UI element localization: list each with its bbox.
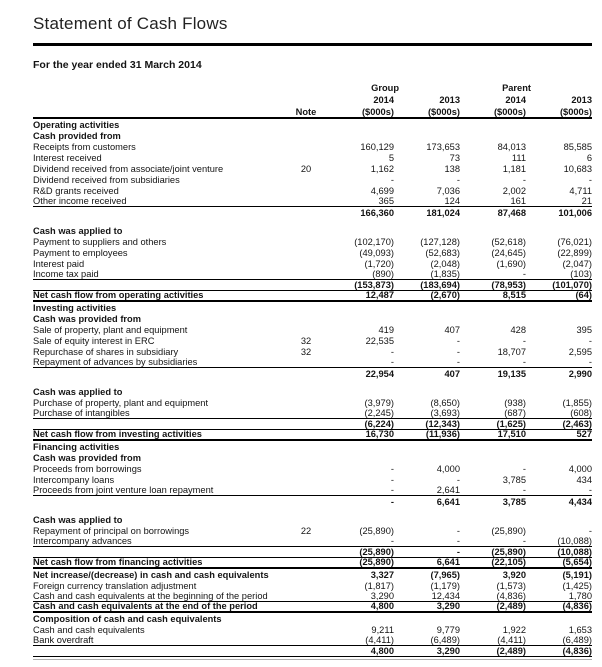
row-value: 407 [444, 324, 460, 335]
row-value: - [456, 356, 460, 367]
row-value: (24,645) [491, 247, 526, 258]
row-value: 3,290 [436, 600, 460, 611]
table-row [33, 119, 592, 130]
group-header: Group [371, 83, 399, 93]
table-row [33, 485, 592, 496]
row-label: Payment to employees [33, 247, 128, 258]
row-value: (6,224) [364, 418, 394, 429]
row-label: Interest received [33, 152, 102, 163]
table-body [33, 119, 592, 657]
row-label: Repayment of advances by subsidiaries [33, 356, 198, 367]
row-note: 32 [300, 335, 312, 346]
row-value: 407 [444, 368, 460, 379]
table-row [33, 269, 592, 280]
row-value: 138 [444, 163, 460, 174]
row-value: 9,211 [371, 624, 394, 635]
row-value: (25,890) [359, 556, 394, 567]
table-row [33, 196, 592, 207]
table-row [33, 602, 592, 613]
row-value: 2,990 [568, 368, 592, 379]
row-value: (2,489) [496, 600, 526, 611]
row-value: 3,785 [502, 474, 526, 485]
row-value: - [588, 525, 592, 536]
row-value: (1,425) [562, 580, 592, 591]
row-label: Bank overdraft [33, 634, 94, 645]
row-value: (103) [570, 268, 592, 279]
row-label: Net increase/(decrease) in cash and cash equivalents [33, 569, 269, 580]
row-label: Sale of property, plant and equipment [33, 324, 188, 335]
row-value: 16,730 [365, 428, 394, 439]
statement-content [33, 14, 592, 657]
row-label: Net cash flow from investing activities [33, 428, 202, 439]
table-row [33, 346, 592, 357]
row-value: (6,489) [562, 634, 592, 645]
row-value: 19,135 [497, 368, 526, 379]
row-value: 160,129 [360, 141, 394, 152]
row-label: Proceeds from borrowings [33, 463, 142, 474]
table-row [33, 174, 592, 185]
row-value: - [390, 474, 394, 485]
row-value: 87,468 [497, 207, 526, 218]
row-value: 166,360 [360, 207, 394, 218]
year-column-header: 2014 [373, 95, 394, 105]
table-row [33, 558, 592, 569]
row-value: (183,694) [420, 279, 460, 290]
row-value: (6,489) [430, 634, 460, 645]
row-value: (1,179) [430, 580, 460, 591]
row-value: 4,699 [370, 185, 394, 196]
row-value: 124 [444, 195, 460, 206]
row-value: (4,836) [562, 645, 592, 656]
table-row [33, 291, 592, 302]
row-value: (3,693) [430, 407, 460, 418]
row-value: (938) [504, 397, 526, 408]
table-row [33, 258, 592, 269]
row-value: (1,720) [364, 258, 394, 269]
year-column-header: 2013 [439, 95, 460, 105]
row-label: Sale of equity interest in ERC [33, 335, 155, 346]
units-label: ($000s) [493, 107, 526, 117]
row-value: 101,006 [558, 207, 592, 218]
table-row [33, 580, 592, 591]
row-value: - [390, 346, 394, 357]
row-value: - [390, 535, 394, 546]
row-value: 434 [576, 474, 592, 485]
row-label: Purchase of intangibles [33, 407, 130, 418]
row-value: (2,670) [430, 289, 460, 300]
table-row [33, 569, 592, 580]
row-value: - [522, 535, 526, 546]
table-row [33, 236, 592, 247]
row-value: 1,653 [568, 624, 592, 635]
row-value: (25,890) [359, 525, 394, 536]
row-label: Cash was provided from [33, 452, 141, 463]
row-label: Cash and cash equivalents [33, 624, 145, 635]
table-row [33, 130, 592, 141]
row-value: (78,953) [491, 279, 526, 290]
row-value: - [588, 484, 592, 495]
table-row [33, 302, 592, 313]
row-value: 2,595 [568, 346, 592, 357]
year-header-row [33, 93, 592, 105]
spacer-row [33, 218, 592, 225]
year-column-header: 2014 [505, 95, 526, 105]
row-value: 4,800 [370, 645, 394, 656]
row-label: Purchase of property, plant and equipment [33, 397, 209, 408]
row-value: 2,002 [502, 185, 526, 196]
table-row [33, 430, 592, 441]
row-value: 7,036 [436, 185, 460, 196]
units-label: ($000s) [559, 107, 592, 117]
row-label: Operating activities [33, 119, 120, 130]
row-value: (76,021) [557, 236, 592, 247]
table-row [33, 397, 592, 408]
row-value: - [390, 484, 394, 495]
table-row [33, 646, 592, 657]
row-label: Payment to suppliers and others [33, 236, 167, 247]
row-value: (8,650) [430, 397, 460, 408]
page-title: Statement of Cash Flows [33, 14, 228, 33]
row-label: Net cash flow from operating activities [33, 289, 204, 300]
title-rule [33, 43, 592, 46]
row-value: 3,785 [502, 496, 526, 507]
row-value: (2,048) [430, 258, 460, 269]
row-value: 527 [576, 428, 592, 439]
row-value: 3,920 [502, 569, 526, 580]
row-value: 3,290 [370, 590, 394, 601]
row-value: (10,088) [557, 546, 592, 557]
row-label: Cash was applied to [33, 514, 123, 525]
row-value: 161 [510, 195, 526, 206]
row-note: 20 [300, 163, 312, 174]
row-value: (1,573) [496, 580, 526, 591]
row-label: Income tax paid [33, 268, 99, 279]
table-row [33, 474, 592, 485]
row-value: 181,024 [426, 207, 460, 218]
row-value: - [456, 346, 460, 357]
row-value: (4,836) [562, 600, 592, 611]
row-value: (52,683) [425, 247, 460, 258]
row-label: Proceeds from joint venture loan repayment [33, 484, 214, 495]
row-value: 6,641 [436, 556, 460, 567]
row-value: (4,836) [496, 590, 526, 601]
row-value: (4,411) [497, 634, 526, 645]
table-row [33, 613, 592, 624]
row-value: - [456, 174, 460, 185]
row-value: (608) [570, 407, 592, 418]
row-value: - [456, 335, 460, 346]
row-value: (2,463) [562, 418, 592, 429]
year-column-header: 2013 [571, 95, 592, 105]
table-row [33, 408, 592, 419]
row-value: (687) [504, 407, 526, 418]
row-value: 428 [510, 324, 526, 335]
row-value: 18,707 [497, 346, 526, 357]
row-value: - [522, 463, 526, 474]
row-value: (2,245) [364, 407, 394, 418]
row-value: (2,489) [496, 645, 526, 656]
row-value: (25,890) [491, 525, 526, 536]
row-value: (5,191) [562, 569, 592, 580]
row-value: (3,979) [364, 397, 394, 408]
row-value: 395 [576, 324, 592, 335]
row-note: 32 [300, 346, 312, 357]
row-value: (1,817) [364, 580, 394, 591]
spacer-row [33, 507, 592, 514]
row-label: Interest paid [33, 258, 85, 269]
row-value: 6 [586, 152, 592, 163]
table-row [33, 452, 592, 463]
row-value: (1,690) [496, 258, 526, 269]
units-header-row [33, 105, 592, 117]
table-row [33, 335, 592, 346]
row-value: 4,434 [568, 496, 592, 507]
table-row [33, 635, 592, 646]
row-value: (1,855) [562, 397, 592, 408]
row-value: 4,000 [568, 463, 592, 474]
row-value: (25,890) [359, 546, 394, 557]
row-value: 4,800 [370, 600, 394, 611]
table-row [33, 525, 592, 536]
units-label: ($000s) [361, 107, 394, 117]
row-value: 173,653 [426, 141, 460, 152]
row-label: Foreign currency translation adjustment [33, 580, 197, 591]
row-label: Net cash flow from financing activities [33, 556, 203, 567]
row-value: (11,936) [425, 428, 460, 439]
row-value: 22,535 [365, 335, 394, 346]
table-header [33, 81, 592, 119]
row-value: - [456, 546, 460, 557]
row-value: 17,510 [497, 428, 526, 439]
row-value: 85,585 [563, 141, 592, 152]
row-value: 9,779 [436, 624, 460, 635]
row-label: Dividend received from subsidiaries [33, 174, 180, 185]
row-value: 3,327 [370, 569, 394, 580]
row-value: (890) [372, 268, 394, 279]
row-label: Repurchase of shares in subsidiary [33, 346, 179, 357]
table-row [33, 536, 592, 547]
parent-header: Parent [502, 83, 531, 93]
row-value: 4,000 [436, 463, 460, 474]
row-label: Receipts from customers [33, 141, 136, 152]
row-value: - [588, 356, 592, 367]
row-value: 73 [449, 152, 460, 163]
row-label: Cash and cash equivalents at the end of the period [33, 600, 258, 611]
row-value: - [390, 174, 394, 185]
table-row [33, 514, 592, 525]
row-label: Cash provided from [33, 130, 121, 141]
row-value: (4,411) [365, 634, 394, 645]
row-note: 22 [300, 525, 312, 536]
row-value: (25,890) [491, 546, 526, 557]
row-value: 1,162 [370, 163, 394, 174]
table-row [33, 225, 592, 236]
row-value: 22,954 [365, 368, 394, 379]
table-row [33, 185, 592, 196]
row-value: (52,618) [491, 236, 526, 247]
row-value: (1,835) [430, 268, 460, 279]
row-value: 419 [378, 324, 394, 335]
table-row [33, 163, 592, 174]
entity-header-row [33, 81, 592, 93]
row-label: Repayment of principal on borrowings [33, 525, 190, 536]
table-row [33, 496, 592, 507]
row-value: (127,128) [420, 236, 460, 247]
row-value: - [390, 356, 394, 367]
row-value: (64) [575, 289, 592, 300]
table-row [33, 207, 592, 218]
row-label: Cash was applied to [33, 386, 123, 397]
row-value: (1,625) [496, 418, 526, 429]
row-value: - [522, 174, 526, 185]
row-value: - [522, 335, 526, 346]
row-value: 4,711 [569, 185, 592, 196]
row-value: (5,654) [562, 556, 592, 567]
row-value: - [456, 535, 460, 546]
row-value: 12,487 [365, 289, 394, 300]
row-value: (10,088) [557, 535, 592, 546]
table-row [33, 247, 592, 258]
row-value: - [522, 268, 526, 279]
row-label: Composition of cash and cash equivalents [33, 613, 222, 624]
table-row [33, 313, 592, 324]
row-value: (7,965) [430, 569, 460, 580]
row-value: - [522, 356, 526, 367]
table-row [33, 624, 592, 635]
row-value: - [522, 484, 526, 495]
row-value: - [588, 174, 592, 185]
row-value: (101,070) [552, 279, 592, 290]
row-value: - [390, 496, 394, 507]
row-value: (153,873) [354, 279, 394, 290]
row-value: 1,181 [502, 163, 526, 174]
row-value: 111 [511, 152, 526, 163]
row-value: (12,343) [425, 418, 460, 429]
row-label: Cash and cash equivalents at the beginning of the period [33, 590, 268, 601]
row-value: - [456, 525, 460, 536]
row-value: 21 [581, 195, 592, 206]
row-label: Cash was applied to [33, 225, 123, 236]
table-row [33, 141, 592, 152]
row-value: (2,047) [562, 258, 592, 269]
row-value: (22,899) [557, 247, 592, 258]
row-value: - [456, 474, 460, 485]
row-label: Cash was provided from [33, 313, 141, 324]
row-label: Intercompany advances [33, 535, 132, 546]
row-label: R&D grants received [33, 185, 119, 196]
table-row [33, 441, 592, 452]
table-row [33, 463, 592, 474]
row-value: - [588, 335, 592, 346]
note-column-header: Note [295, 107, 317, 117]
table-row [33, 357, 592, 368]
row-value: 3,290 [436, 645, 460, 656]
row-value: 12,434 [431, 590, 460, 601]
row-value: 10,683 [563, 163, 592, 174]
row-value: (49,093) [359, 247, 394, 258]
row-value: 365 [378, 195, 394, 206]
row-value: 6,641 [436, 496, 460, 507]
row-value: 2,641 [436, 484, 460, 495]
row-value: 1,780 [568, 590, 592, 601]
row-label: Other income received [33, 195, 127, 206]
row-value: 5 [388, 152, 394, 163]
table-row [33, 368, 592, 379]
row-value: 84,013 [497, 141, 526, 152]
row-value: (102,170) [354, 236, 394, 247]
row-label: Intercompany loans [33, 474, 115, 485]
table-row [33, 386, 592, 397]
row-value: - [390, 463, 394, 474]
table-row [33, 152, 592, 163]
row-label: Dividend received from associate/joint venture [33, 163, 224, 174]
row-label: Investing activities [33, 302, 117, 313]
spacer-row [33, 379, 592, 386]
period-subtitle: For the year ended 31 March 2014 [33, 59, 202, 71]
row-value: (22,105) [491, 556, 526, 567]
row-value: 1,922 [502, 624, 526, 635]
units-label: ($000s) [427, 107, 460, 117]
row-label: Financing activities [33, 441, 120, 452]
row-value: 8,515 [502, 289, 526, 300]
table-row [33, 324, 592, 335]
